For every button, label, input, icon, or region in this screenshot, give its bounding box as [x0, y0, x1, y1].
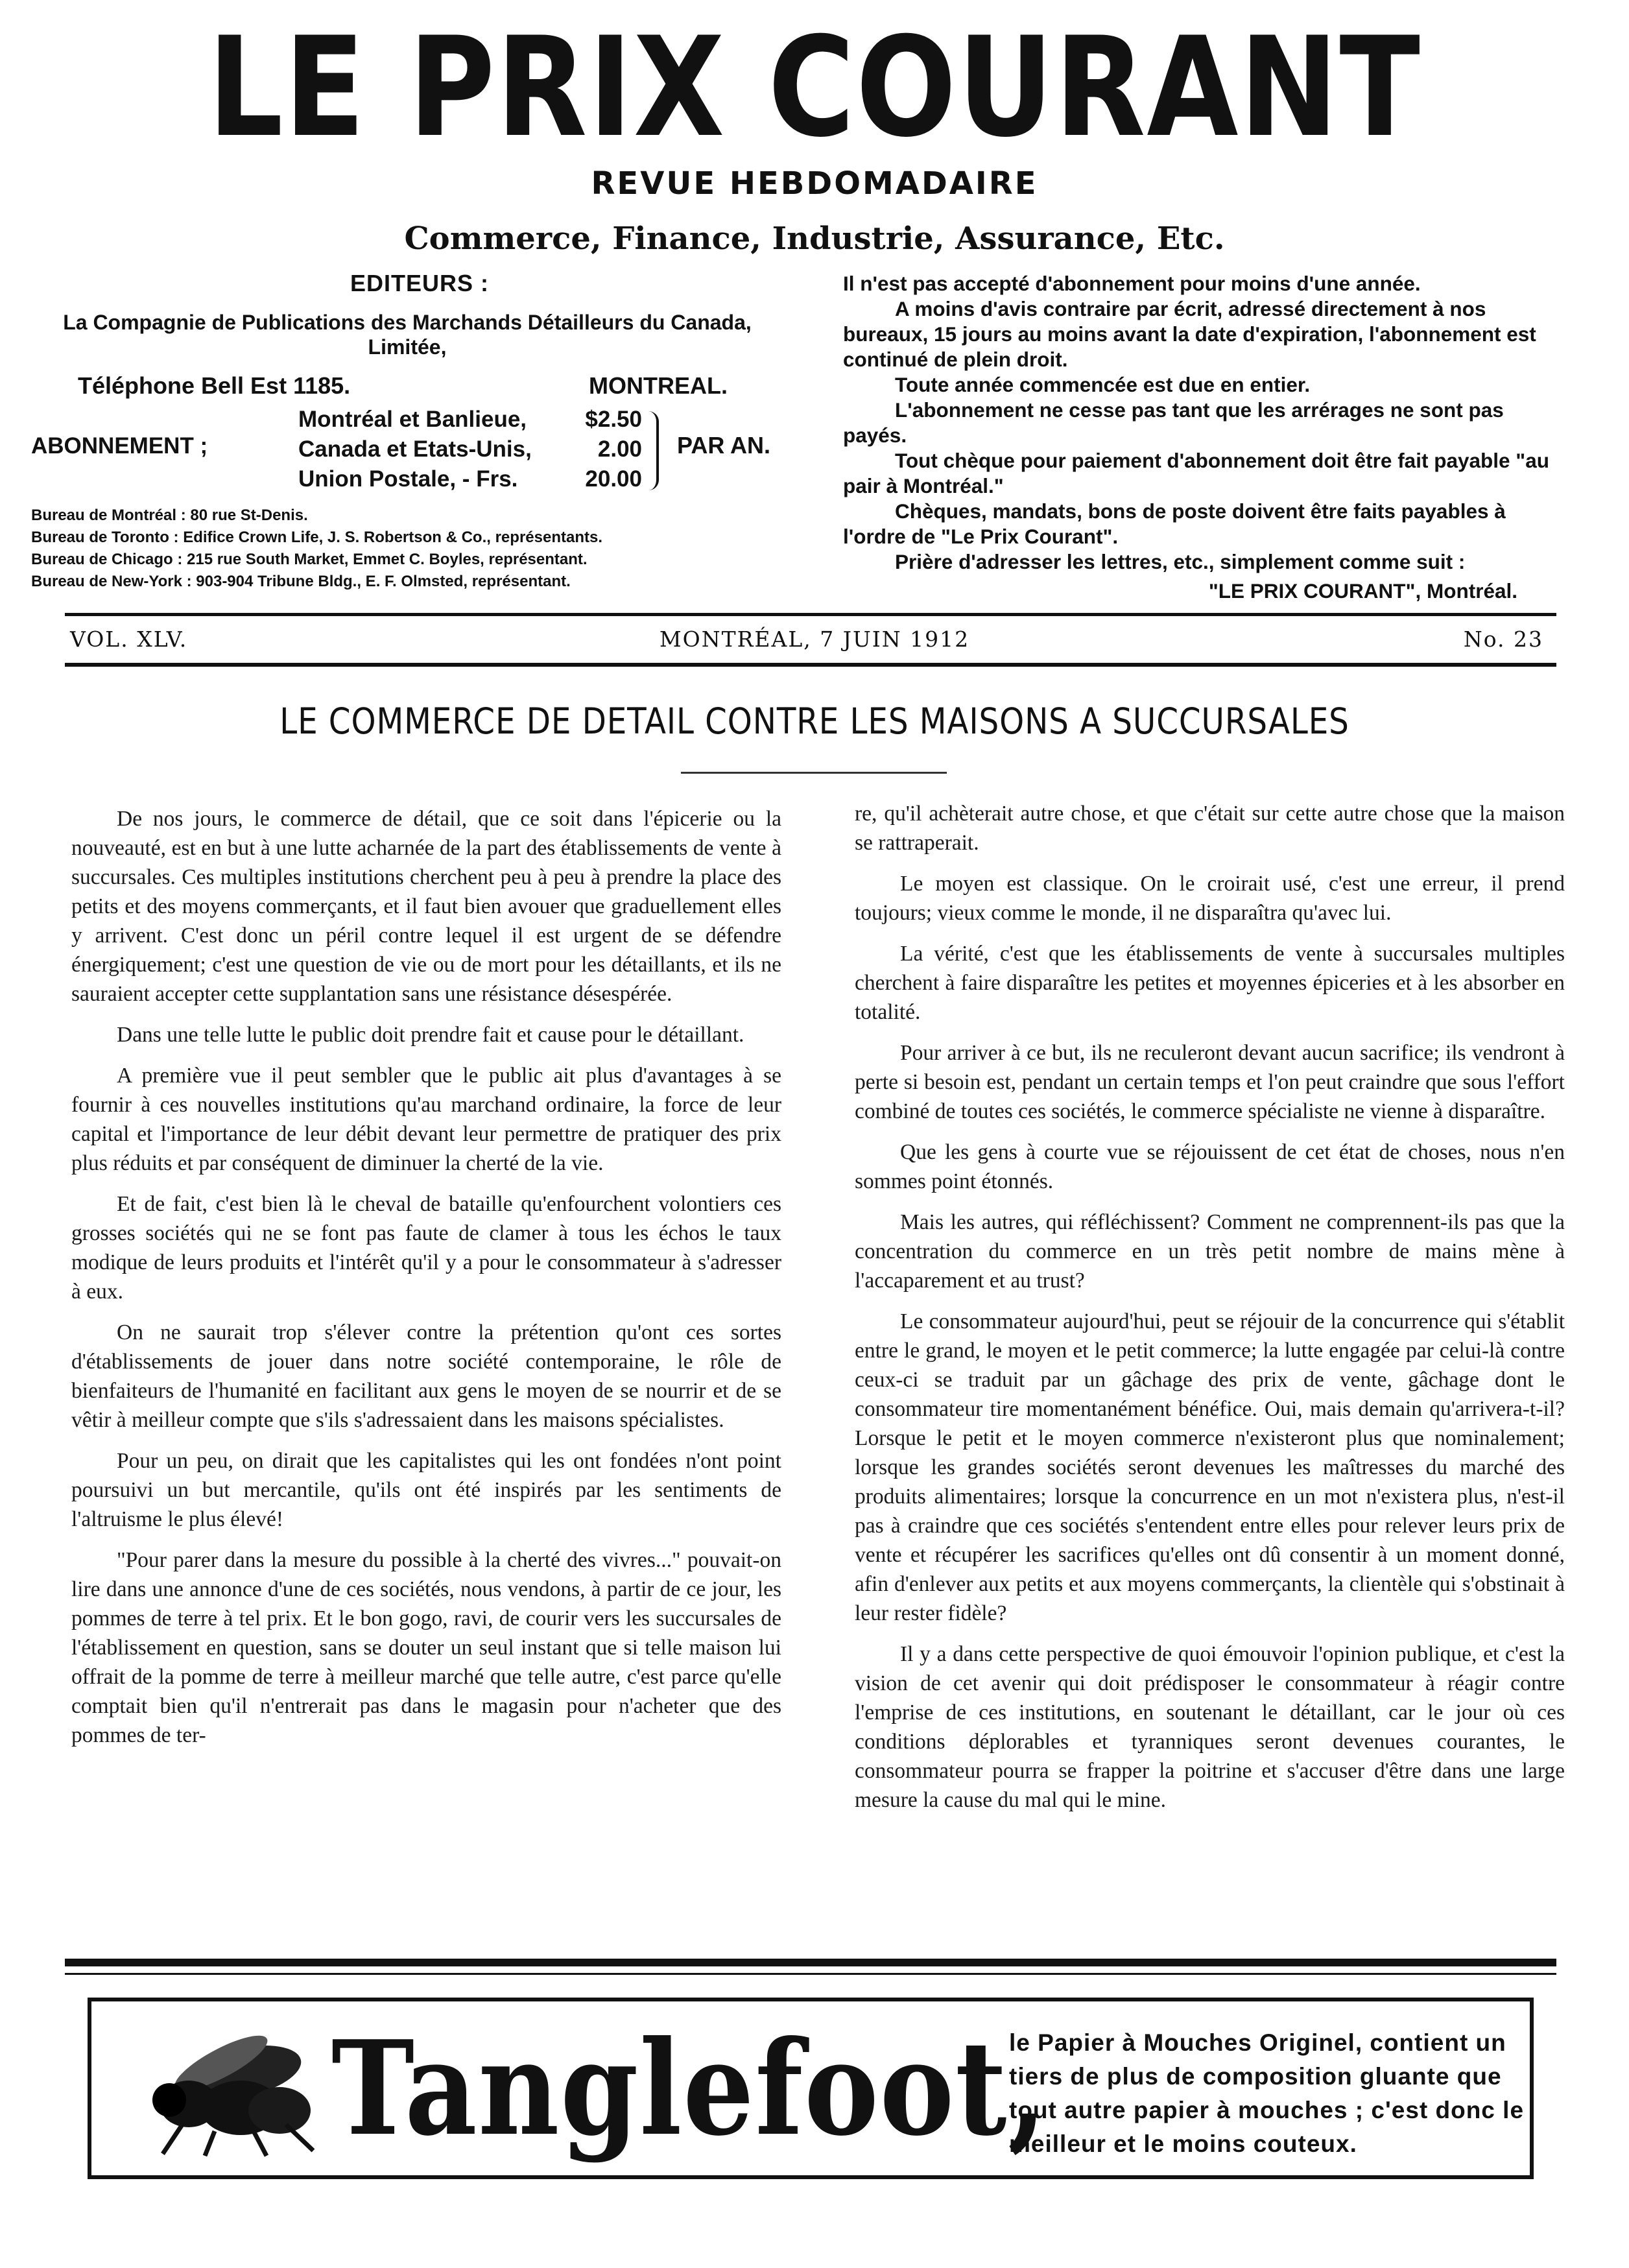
publisher-city: MONTREAL.	[589, 372, 728, 399]
article-paragraph: De nos jours, le commerce de détail, que ce soit dans l'épicerie ou la nouveauté, est en but à une lutte acharnée de la part des établissements de vente à succursales. Ces multiples institutions cherchent peu à peu à prendre la place des petits et des moyens commerçants, et il faut bien avouer que graduellement elles y arrivent. C'est donc un péril contre lequel il est urgent de se défendre énergiquement; c'est une question de vie ou de mort pour les détaillants, et ils ne sauraient accepter cette supplantation sans une résistance désespérée.	[71, 807, 781, 1006]
article-paragraph: Pour un peu, on dirait que les capitalistes qui les ont fondées n'ont point poursuivi un but mercantile, qu'ils ont été inspirés par les sentiments de l'altruisme le plus élevé!	[71, 1449, 781, 1531]
article-paragraph: On ne saurait trop s'élever contre la prétention qu'ont ces sortes d'établissements de jouer dans notre société contemporaine, le rôle de bienfaiteurs de l'humanité en facilitant aux gens le moyen de se nourrir et de se vêtir à meilleur compte que s'ils s'adressaient dans les maisons spécialistes.	[71, 1320, 781, 1432]
terms-line: Tout chèque pour paiement d'abonnement doit être fait payable "au pair à Montréal."	[843, 449, 1549, 497]
bureau-item: Bureau de Montréal : 80 rue St-Denis.	[31, 507, 308, 524]
issue-rule-bottom	[65, 663, 1556, 667]
advertisement	[88, 1998, 1534, 2179]
article-paragraph: Pour arriver à ce but, ils ne reculeront devant aucun sacrifice; ils vendront à perte si besoin est, pendant un certain temps et l'on peut craindre que sous l'effort combiné de toutes ces sociétés, le commerce spécialiste ne vienne à disparaître.	[855, 1041, 1565, 1123]
article-paragraph: Et de fait, c'est bien là le cheval de bataille qu'enfourchent volontiers ces grosses sociétés qui ne se font pas faute de clamer à tous les échos le taux modique de leurs produits et l'intérêt qu'il y a pour le consommateur à s'adresser à eux.	[71, 1192, 781, 1304]
masthead-title: LE PRIX COURANT	[208, 7, 1421, 167]
terms-line: A moins d'avis contraire par écrit, adressé directement à nos bureaux, 15 jours au moins avant la date d'expiration, l'abonnement est continué de plein droit.	[843, 297, 1536, 371]
article-paragraph: A première vue il peut sembler que le public ait plus d'avantages à se fournir à ces nouvelles institutions qu'au marchand ordinaire, la force de leur capital et l'importance de leur débit devant leur permettre de pratiquer des prix plus réduits et par conséquent de diminuer la cherté de la vie.	[71, 1064, 781, 1175]
terms-line: Toute année commencée est due en entier.	[895, 373, 1311, 396]
bureau-list	[31, 505, 602, 593]
per-year-label: PAR AN.	[677, 432, 770, 459]
bureau-item: Bureau de New-York : 903-904 Tribune Bldg., E. F. Olmsted, représentant.	[31, 573, 571, 590]
article-paragraph: re, qu'il achèterait autre chose, et que c'était sur cette autre chose que la maison se rattraperait.	[855, 802, 1565, 855]
article-paragraph: Que les gens à courte vue se réjouissent de cet état de choses, nous n'en sommes point étonnés.	[855, 1140, 1565, 1193]
publisher-company: La Compagnie de Publications des Marchands Détailleurs du Canada, Limitée,	[63, 311, 752, 359]
rate-price: 20.00	[585, 466, 642, 492]
issue-volume: VOL. XLV.	[70, 627, 188, 652]
rate-place: Canada et Etats-Unis,	[298, 436, 532, 462]
ad-rule-thin	[65, 1973, 1556, 1975]
subscription-terms	[843, 271, 1556, 604]
article-paragraph: Il y a dans cette perspective de quoi émouvoir l'opinion publique, et c'est la vision de cet avenir qui doit prédisposer le consommateur à réagir contre l'emprise de ces institutions, en soutenant le détaillant, car le jour où ces conditions déplorables et tyranniques seront devenues courantes, le consommateur pourra se frapper la poitrine et s'accuser d'être dans une large mesure la cause du mal qui le mine.	[855, 1642, 1565, 1812]
rates-brace	[648, 411, 659, 490]
article-paragraph: Le moyen est classique. On le croirait usé, c'est une erreur, il prend toujours; vieux comme le monde, il ne disparaîtra qu'avec lui.	[855, 872, 1565, 925]
ad-rule-thick	[65, 1959, 1556, 1966]
ad-brand: Tanglefoot,	[331, 2012, 1048, 2165]
issue-number: No. 23	[1463, 627, 1543, 652]
rate-row	[298, 405, 642, 435]
article-paragraph: Dans une telle lutte le public doit prendre fait et cause pour le détaillant.	[117, 1023, 744, 1047]
article-paragraph: La vérité, c'est que les établissements de vente à succursales multiples cherchent à faire disparaître les petites et moyennes épiceries et à les absorber en totalité.	[855, 942, 1565, 1024]
terms-signature: "LE PRIX COURANT", Montréal.	[1208, 579, 1517, 603]
ad-copy: le Papier à Mouches Originel, contient un tiers de plus de composition gluante que tout autre papier à mouches ; c'est donc le meilleur et le moins couteux.	[1009, 2029, 1525, 2157]
rate-place: Union Postale, - Frs.	[298, 466, 518, 492]
rate-row	[298, 464, 642, 494]
publisher-phone: Téléphone Bell Est 1185.	[78, 372, 351, 399]
terms-line: Il n'est pas accepté d'abonnement pour moins d'une année.	[843, 272, 1421, 295]
article-paragraph: "Pour parer dans la mesure du possible à la cherté des vivres..." pouvait-on lire dans une annonce d'une de ces sociétés, nous vendons, à partir de ce jour, les pommes de terre à tel prix. Et le bon gogo, ravi, de courir vers les succursales de l'établissement en question, sans se douter un seul instant que si telle maison lui offrait de la pomme de terre à meilleur marché que telle autre, c'est parce qu'elle comptait bien qu'il n'entrerait pas dans le magasin pour n'acheter que des pommes de ter-	[71, 1548, 781, 1747]
issue-date: MONTRÉAL, 7 JUIN 1912	[659, 627, 970, 652]
article-paragraph: Le consommateur aujourd'hui, peut se réjouir de la concurrence qui s'établit entre le grand, le moyen et le petit commerce; la lutte engagée par celui-là contre ceux-ci se traduit par un gâchage des prix de vente, gâchage dont le consommateur tire momentanément bénéfice. Oui, mais demain qu'arrivera-t-il? Lorsque le petit et le moyen commerce n'existeront plus que nominalement; lorsque les grandes sociétés seront devenues les maîtresses du marché des produits alimentaires; lorsque la concurrence en un mot n'existera plus, n'est-il pas à craindre que ces sociétés s'entendent entre elles pour relever leurs prix de vente et récupérer les sacrifices qu'elles ont dû consentir à un moment donné, afin d'enlever aux petits et aux moyens commerçants, la clientèle qui s'obstinait à leur rester fidèle?	[855, 1309, 1565, 1625]
article-column-right	[855, 799, 1565, 1826]
publisher-heading: EDITEURS :	[350, 270, 490, 296]
rate-place: Montréal et Banlieue,	[298, 407, 527, 432]
terms-line: Chèques, mandats, bons de poste doivent être faits payables à l'ordre de "Le Prix Courant".	[843, 499, 1506, 548]
rate-price: $2.50	[585, 407, 642, 432]
terms-line: L'abonnement ne cesse pas tant que les arrérages ne sont pas payés.	[843, 398, 1504, 447]
subscription-label: ABONNEMENT ;	[31, 433, 208, 459]
fly-icon	[143, 2027, 318, 2157]
article-paragraph: Mais les autres, qui réfléchissent? Comment ne comprennent-ils pas que la concentration du commerce en un très petit nombre de mains mène à l'accaparement et au trust?	[855, 1210, 1565, 1293]
bureau-item: Bureau de Toronto : Edifice Crown Life, J. S. Robertson & Co., représentants.	[31, 529, 602, 546]
article-column-left	[71, 804, 781, 1761]
rate-row	[298, 435, 642, 464]
rate-price: 2.00	[597, 436, 642, 462]
bureau-item: Bureau de Chicago : 215 rue South Market, Emmet C. Boyles, représentant.	[31, 551, 588, 568]
masthead-subtitle: REVUE HEBDOMADAIRE	[591, 165, 1038, 202]
terms-line: Prière d'adresser les lettres, etc., simplement comme suit :	[895, 550, 1466, 573]
subscription-rates	[298, 405, 642, 494]
masthead-topics: Commerce, Finance, Industrie, Assurance, Etc.	[404, 221, 1225, 257]
headline-divider	[681, 772, 947, 774]
issue-rule-top	[65, 613, 1556, 616]
article-headline: LE COMMERCE DE DETAIL CONTRE LES MAISONS A SUCCURSALES	[279, 700, 1350, 742]
